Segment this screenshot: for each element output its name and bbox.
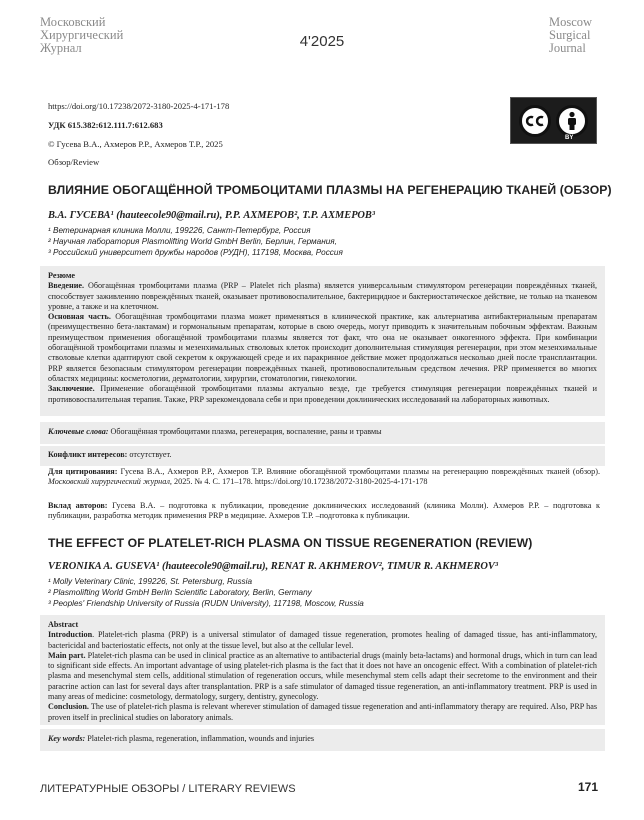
title-ru: ВЛИЯНИЕ ОБОГАЩЁННОЙ ТРОМБОЦИТАМИ ПЛАЗМЫ НА РЕГЕНЕРАЦИЮ ТКАНЕЙ (ОБЗОР) [48, 183, 612, 197]
cc-icon [519, 105, 551, 137]
cc-license-badge[interactable] [510, 97, 597, 144]
affiliation-en-3: ³ Peoples' Friendship University of Russia (RUDN University), 117198, Moscow, Russia [48, 599, 364, 608]
page-number: 171 [578, 780, 599, 794]
logo-en-line-1: Moscow [549, 15, 593, 29]
article-type: Обзор/Review [48, 157, 100, 167]
author-contributions: Вклад авторов: Гусева В.А. – подготовка к публикации, проведение доклинических исследований (клиника Молли). Ахмеров Р.Р. – подготовка к публикации, разработка методик применения PRP в медицине. Ахмеров Т.Р. –подготовка к публикации. [48, 501, 600, 521]
authors-ru: В.А. ГУСЕВА¹ (hauteecole90@mail.ru), Р.Р. АХМЕРОВ², Т.Р. АХМЕРОВ³ [48, 210, 375, 221]
abstract-en [40, 615, 605, 725]
logo-en-line-2: Surgical [549, 28, 591, 42]
abstract-ru [40, 266, 605, 416]
abstract-ru-conclusion: Заключение. Применение обогащённой тромбоцитами плазмы актуально везде, где требуется стимуляция регенерации повреждённых тканей и противовоспалительная терапия. Также, PRP зарекомендовала себя и при проведении доклинических исследований на лабораторных животных. [48, 384, 597, 404]
affiliation-en-2: ² Plasmolifting World GmbH Berlin Scientific Laboratory, Berlin, Germany [48, 588, 312, 597]
abstract-en-main: Main part. Platelet-rich plasma can be used in clinical practice as an alternative to antibacterial drugs (mainly beta-lactams) and hormonal drugs, which in turn can lead to significant side effects. An important advantage of using platelet-rich plasma is the fact that it does not have an oncogenic effect. With a combination of platelet-rich plasma and mesenchymal stem cells, additional stimulation of regeneration occurs, while mesenchymal stem cells adapt their secretome to the environment and their paracrine action can last for several days after transplantation. PRP is a safe stimulator of damaged tissue regeneration, an anti-inflammatory treatment. PRP is used in many areas of medicine: cosmetology, dermatology, surgery, dentistry, gynecology. [48, 650, 597, 702]
conflict-of-interest: Конфликт интересов: отсутствует. [40, 446, 605, 466]
abstract-en-heading: Abstract [48, 620, 79, 629]
copyright: © Гусева В.А., Ахмеров Р.Р., Ахмеров Т.Р., 2025 [48, 139, 223, 149]
journal-logo-en [549, 16, 592, 55]
logo-en-line-3: Journal [549, 41, 586, 55]
logo-ru-line-3: Журнал [40, 41, 82, 55]
logo-ru-line-1: Московский [40, 15, 106, 29]
license-by-label: BY [565, 135, 574, 141]
issue-number: 4'2025 [299, 33, 345, 50]
udc-code: УДК 615.382:612.111.7:612.683 [48, 120, 163, 130]
title-en: THE EFFECT OF PLATELET-RICH PLASMA ON TISSUE REGENERATION (REVIEW) [48, 536, 533, 550]
abstract-ru-heading: Резюме [48, 271, 75, 280]
keywords-en: Key words: Platelet-rich plasma, regeneration, inflammation, wounds and injuries [40, 729, 605, 751]
abstract-en-intro: Introduction. Platelet-rich plasma (PRP) is a universal stimulator of damaged tissue regeneration, promotes healing of damaged tissue, has anti-inflammatory, bactericidal and bacteriostatic effects, not only at the tissue level, but also at the cellular level. [48, 630, 597, 650]
citation: Для цитирования: Гусева В.А., Ахмеров Р.Р., Ахмеров Т.Р. Влияние обогащённой тромбоцитами плазмы на регенерацию повреждённых тканей (обзор). Московский хирургический журнал, 2025. № 4. С. 171–178. https://doi.org/10.17238/2072-3180-2025-4-171-178 [48, 467, 600, 487]
keywords-ru: Ключевые слова: Обогащённая тромбоцитами плазма, регенерация, воспаление, раны и травмы [40, 422, 605, 444]
abstract-ru-main: Основная часть. Обогащённая тромбоцитами плазма может применяться в клинической практике, как альтернатива антибактериальным препаратам (преимущественно бета-лактамам) и гормональным препаратам, которые в свою очередь, могут приводить к значительным побочным эффектам. Важным преимуществом применения обогащённой тромбоцитами плазмы является тот факт, что она не оказывает онкогенного эффекта. При комбинации обогащённой тромбоцитами плазмы и мезенхимальных стволовых клеток происходит дополнительная стимуляция регенерации, при этом мезенхимальные стволовые клетки адаптируют свой секретом к окружающей среде и их паракринное действие может продолжаться несколько дней после трансплантации. PRP является безопасным стимулятором регенерации повреждённых тканей, противовоспалительным средством лечения. PRP применяется во многих областях медицины: косметологии, дерматологии, хирургии, стоматологии, гинекологии. [48, 312, 597, 383]
person-icon [556, 105, 588, 137]
doi-link[interactable]: https://doi.org/10.17238/2072-3180-2025-4-171-178 [48, 101, 230, 111]
abstract-en-conclusion: Conclusion. The use of platelet-rich plasma is relevant wherever stimulation of damaged tissue regeneration and anti-inflammatory therapy are required. Also, PRP has proven itself in preclinical studies on laboratory animals. [48, 702, 597, 722]
authors-en: VERONIKA A. GUSEVA¹ (hauteecole90@mail.ru), RENAT R. AKHMEROV², TIMUR R. AKHMEROV³ [48, 561, 498, 572]
footer-section-name: ЛИТЕРАТУРНЫЕ ОБЗОРЫ / LITERARY REVIEWS [40, 783, 296, 795]
logo-ru-line-2: Хирургический [40, 28, 124, 42]
affiliation-ru-3: ³ Российский университет дружбы народов (РУДН), 117198, Москва, Россия [48, 248, 343, 257]
affiliation-en-1: ¹ Molly Veterinary Clinic, 199226, St. Petersburg, Russia [48, 577, 253, 586]
abstract-ru-intro: Введение. Обогащённая тромбоцитами плазма (PRP – Platelet rich plasma) является универсальным стимулятором регенерации повреждённых тканей, способствует заживлению повреждённых тканей, оказывает противовоспалительное, бактерицидное и бактериостатическое действие, не только на тканевом уровне, а также и на клеточном. [48, 281, 597, 311]
affiliation-ru-2: ² Научная лаборатория Plasmolifting World GmbH Berlin, Берлин, Германия, [48, 237, 337, 246]
affiliation-ru-1: ¹ Ветеринарная клиника Молли, 199226, Санкт-Петербург, Россия [48, 226, 311, 235]
